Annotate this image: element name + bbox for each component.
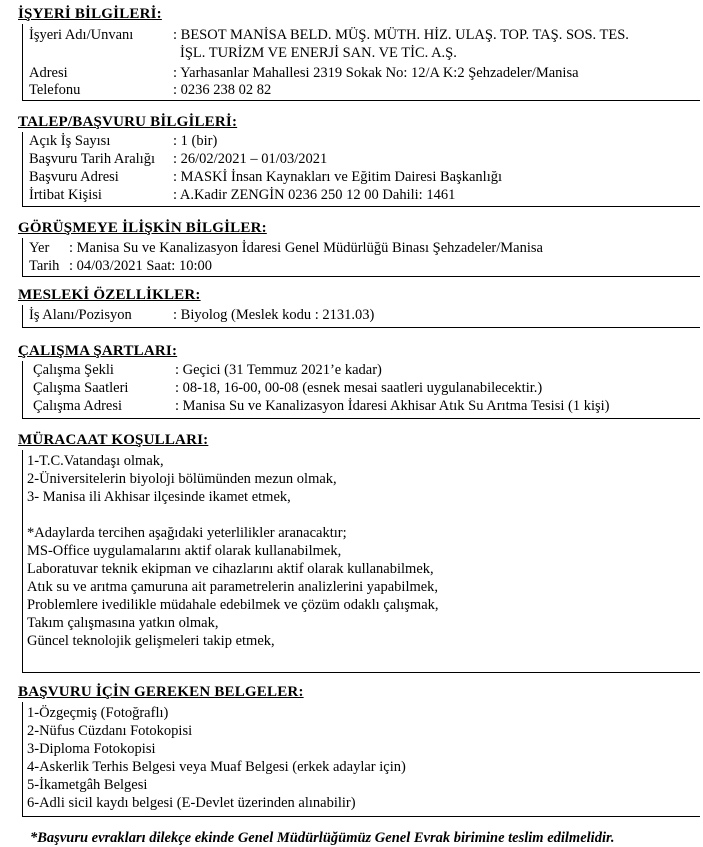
mesleki-value-pozisyon: : Biyolog (Meslek kodu : 2131.03) [173,307,375,323]
belgeler-box [22,702,700,817]
mesleki-label-pozisyon: İş Alanı/Pozisyon [29,307,132,323]
talep-label-acik-is: Açık İş Sayısı [29,133,111,149]
calisma-label-adres: Çalışma Adresi [33,398,123,414]
talep-value-irtibat: : A.Kadir ZENGİN 0236 250 12 00 Dahili: 1461 [173,187,456,203]
muracaat-line: MS-Office uygulamalarını aktif olarak kullanabilmek, [27,543,342,559]
section-title-isyeri: İŞYERİ BİLGİLERİ: [18,6,162,22]
talep-box [22,132,700,207]
gorusme-label-tarih: Tarih [29,258,60,274]
talep-label-tarih: Başvuru Tarih Aralığı [29,151,155,167]
isyeri-label-adres: Adresi [29,65,68,81]
calisma-value-saatleri: : 08-18, 16-00, 00-08 (esnek mesai saatleri uygulanabilecektir.) [175,380,543,396]
calisma-value-sekli: : Geçici (31 Temmuz 2021’e kadar) [175,362,382,378]
isyeri-value-unvan-cont: İŞL. TURİZM VE ENERJİ SAN. VE TİC. A.Ş. [180,45,457,61]
muracaat-line: Atık su ve arıtma çamuruna ait parametrelerin analizlerini yapabilmek, [27,579,439,595]
footer-note: *Başvuru evrakları dilekçe ekinde Genel Müdürlüğümüz Genel Evrak birimine teslim edilmelidir. [30,830,615,846]
calisma-box [22,361,700,419]
section-title-muracaat: MÜRACAAT KOŞULLARI: [18,432,209,448]
muracaat-box [22,450,700,673]
mesleki-box [22,305,700,328]
belge-item: 6-Adli sicil kaydı belgesi (E-Devlet üzerinden alınabilir) [27,795,356,811]
muracaat-line: *Adaylarda tercihen aşağıdaki yeterlilikler aranacaktır; [27,525,347,541]
calisma-label-saatleri: Çalışma Saatleri [33,380,129,396]
isyeri-value-adres: : Yarhasanlar Mahallesi 2319 Sokak No: 12/A K:2 Şehzadeler/Manisa [173,65,579,81]
isyeri-value-telefon: : 0236 238 02 82 [173,82,272,98]
isyeri-box [22,24,700,101]
gorusme-box [22,238,700,277]
isyeri-label-telefon: Telefonu [29,82,81,98]
talep-label-adres: Başvuru Adresi [29,169,119,185]
section-title-gorusme: GÖRÜŞMEYE İLİŞKİN BİLGİLER: [18,220,267,236]
section-title-mesleki: MESLEKİ ÖZELLİKLER: [18,287,201,303]
talep-value-tarih: : 26/02/2021 – 01/03/2021 [173,151,328,167]
gorusme-label-yer: Yer [29,240,50,256]
section-title-talep: TALEP/BAŞVURU BİLGİLERİ: [18,114,238,130]
muracaat-line: Güncel teknolojik gelişmeleri takip etmek, [27,633,275,649]
section-title-belgeler: BAŞVURU İÇİN GEREKEN BELGELER: [18,684,304,700]
talep-label-irtibat: İrtibat Kişisi [29,187,102,203]
belge-item: 3-Diploma Fotokopisi [27,741,156,757]
isyeri-label-unvan: İşyeri Adı/Unvanı [29,27,134,43]
belge-item: 2-Nüfus Cüzdanı Fotokopisi [27,723,193,739]
muracaat-line: 1-T.C.Vatandaşı olmak, [27,453,164,469]
belge-item: 5-İkametgâh Belgesi [27,777,148,793]
calisma-value-adres: : Manisa Su ve Kanalizasyon İdaresi Akhisar Atık Su Arıtma Tesisi (1 kişi) [175,398,610,414]
belge-item: 1-Özgeçmiş (Fotoğraflı) [27,705,169,721]
gorusme-value-tarih: : 04/03/2021 Saat: 10:00 [69,258,212,274]
talep-value-acik-is: : 1 (bir) [173,133,218,149]
section-title-calisma: ÇALIŞMA ŞARTLARI: [18,343,178,359]
muracaat-line: Laboratuvar teknik ekipman ve cihazlarını aktif olarak kullanabilmek, [27,561,434,577]
calisma-label-sekli: Çalışma Şekli [33,362,114,378]
muracaat-line: 2-Üniversitelerin biyoloji bölümünden mezun olmak, [27,471,337,487]
talep-value-adres: : MASKİ İnsan Kaynakları ve Eğitim Dairesi Başkanlığı [173,169,503,185]
muracaat-line: 3- Manisa ili Akhisar ilçesinde ikamet etmek, [27,489,291,505]
muracaat-line: Takım çalışmasına yatkın olmak, [27,615,219,631]
muracaat-line: Problemlere ivedilikle müdahale edebilmek ve çözüm odaklı çalışmak, [27,597,439,613]
isyeri-value-unvan: : BESOT MANİSA BELD. MÜŞ. MÜTH. HİZ. ULAŞ. TOP. TAŞ. SOS. TES. [173,27,629,43]
gorusme-value-yer: : Manisa Su ve Kanalizasyon İdaresi Genel Müdürlüğü Binası Şehzadeler/Manisa [69,240,543,256]
belge-item: 4-Askerlik Terhis Belgesi veya Muaf Belgesi (erkek adaylar için) [27,759,406,775]
